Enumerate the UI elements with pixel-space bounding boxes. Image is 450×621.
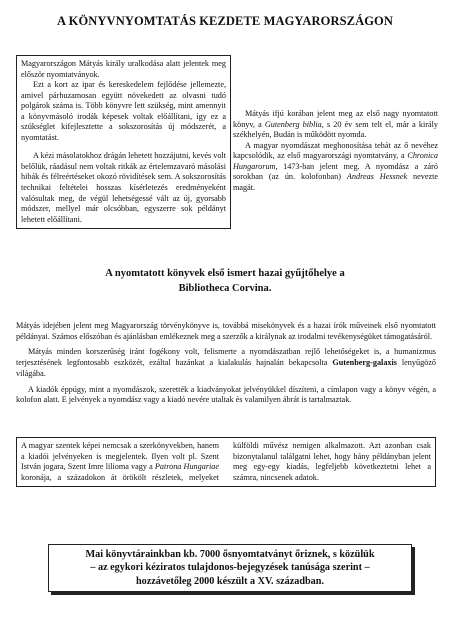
saints-boxed-text: [16, 437, 436, 487]
summary-line-1: Mai könyvtárainkban kb. 7000 ősnyomtatványt őriznek, s közülük: [85, 549, 375, 560]
summary-line-3: hozzávetőleg 2000 készült a XV. században.: [136, 575, 324, 587]
saints-paragraph: A magyar szentek képei nemcsak a szerkönyvekben, hanem a kiadói jelvényeken is megjelentek. Ilyen volt pl. Szent István jogara, Szent Imre liliomа vagy a Patrona Hungariae koronája, a századokon át örökölt részletek, melyeket külföldi művész nemigen alkalmazott. Azt azonban csak bizonytalanul találgatni lehet, hogy hány példányban jelent meg egy-egy kiadás, legfeljebb következtetni lehet a számra, nincsenek adatok.: [21, 441, 431, 482]
intro-paragraph-2: Ezt a kort az ipar és kereskedelem fejlődése jellemezte, amivel párhuzamosan együtt növekedett az olvasni tudó polgárok száma is. Több könyvre lett szükség, mint amennyit a könyvmásoló irodák képesek voltak előállítani, így ez a szükséglet kifejlesztette a sokszorosítás új módszerét, a nyomtatást.: [21, 80, 226, 142]
section-subtitle: [20, 266, 430, 296]
gutenberg-bible-paragraph: Mátyás ifjú korában jelent meg az első nagy nyomtatott könyv, a Gutenberg biblia, s 20 év sem telt el, már a király székhelyén, Budán is működött nyomda.: [233, 109, 438, 140]
intro-paragraph-1: Magyarországon Mátyás király uralkodása alatt jelentek meg először nyomtatványok.: [21, 59, 226, 79]
middle-paragraph-2: Mátyás minden korszerűség iránt fogékony volt, felismerte a nyomdászatban rejlő lehetőségeket is, a humanizmus terjesztésének legfontosabb eszközét, ezáltal hazánkat a kialakulás hajnalán bekapcsolta Gutenberg-galaxis lenyűgöző világába.: [16, 347, 436, 378]
summary-line-2: – az egykori kéziratos tulajdonos-bejegyzések tanúsága szerint –: [90, 562, 370, 574]
summary-box: [48, 544, 412, 592]
subtitle-line-2: Bibliotheca Corvina.: [178, 283, 272, 294]
patrona-hungariae: Patrona Hungariae: [154, 462, 220, 472]
page-title: A KÖNYVNYOMTATÁS KEZDETE MAGYARORSZÁGON: [57, 14, 393, 28]
intro-text-right: [233, 55, 438, 193]
middle-text: [16, 321, 436, 411]
middle-paragraph-1: Mátyás idejében jelent meg Magyarország törvénykönyve is, továbbá misekönyvek és a hazai írók műveinek első nyomtatott példányai. Számos előszóban és ajánlásban emlékeznek meg a szerzők a királynak az irodalmi tevékenységüket támogatásáról.: [16, 321, 436, 341]
intro-paragraph-3: A kézi másolatokhoz drágán lehetett hozzájutni, kevés volt belőlük, ráadásul nem voltak ritkák az értelemzavaró másolási hibák és félreértéseket okozó rövidítések sem. A sokszorosítás technikai feltételei hosszas kísérletezés eredményeként valósultak meg, de végül lehetségessé vált az új, gyorsabb módszer, mellyel már olcsóbban, egyszerre sok példányt lehetett előállítani.: [21, 151, 226, 224]
intro-boxed-text-left: [16, 55, 231, 229]
printer-name: Andreas Hessnek: [346, 172, 408, 182]
gutenberg-bible-title: Gutenberg biblia: [264, 119, 322, 129]
middle-paragraph-3: A kiadók éppúgy, mint a nyomdászok, szerették a kiadványokat jelvényükkel díszíteni, a címlapon vagy a könyv végén, a kolofon alatt. E jelvények a nyomdász vagy a kiadó nevére utaltak és valamilyen ábrát is tartalmaztak.: [16, 384, 436, 405]
chronica-title: Chronica Hungarorum: [233, 151, 438, 171]
chronica-paragraph: A magyar nyomdászat meghonosítása tehát az ő nevéhez kapcsolódik, az első magyarországi nyomtatvány, a Chronica Hungarorum, 1473-ban jelent meg. A nyomdász a záró sorokban (az ún. kolofonban) Andreas Hessnek nevezte magát.: [233, 140, 439, 192]
subtitle-line-1: A nyomtatott könyvek első ismert hazai gyűjtőhelye a: [105, 268, 345, 279]
gutenberg-galaxis: Gutenberg-galaxis: [332, 358, 397, 368]
